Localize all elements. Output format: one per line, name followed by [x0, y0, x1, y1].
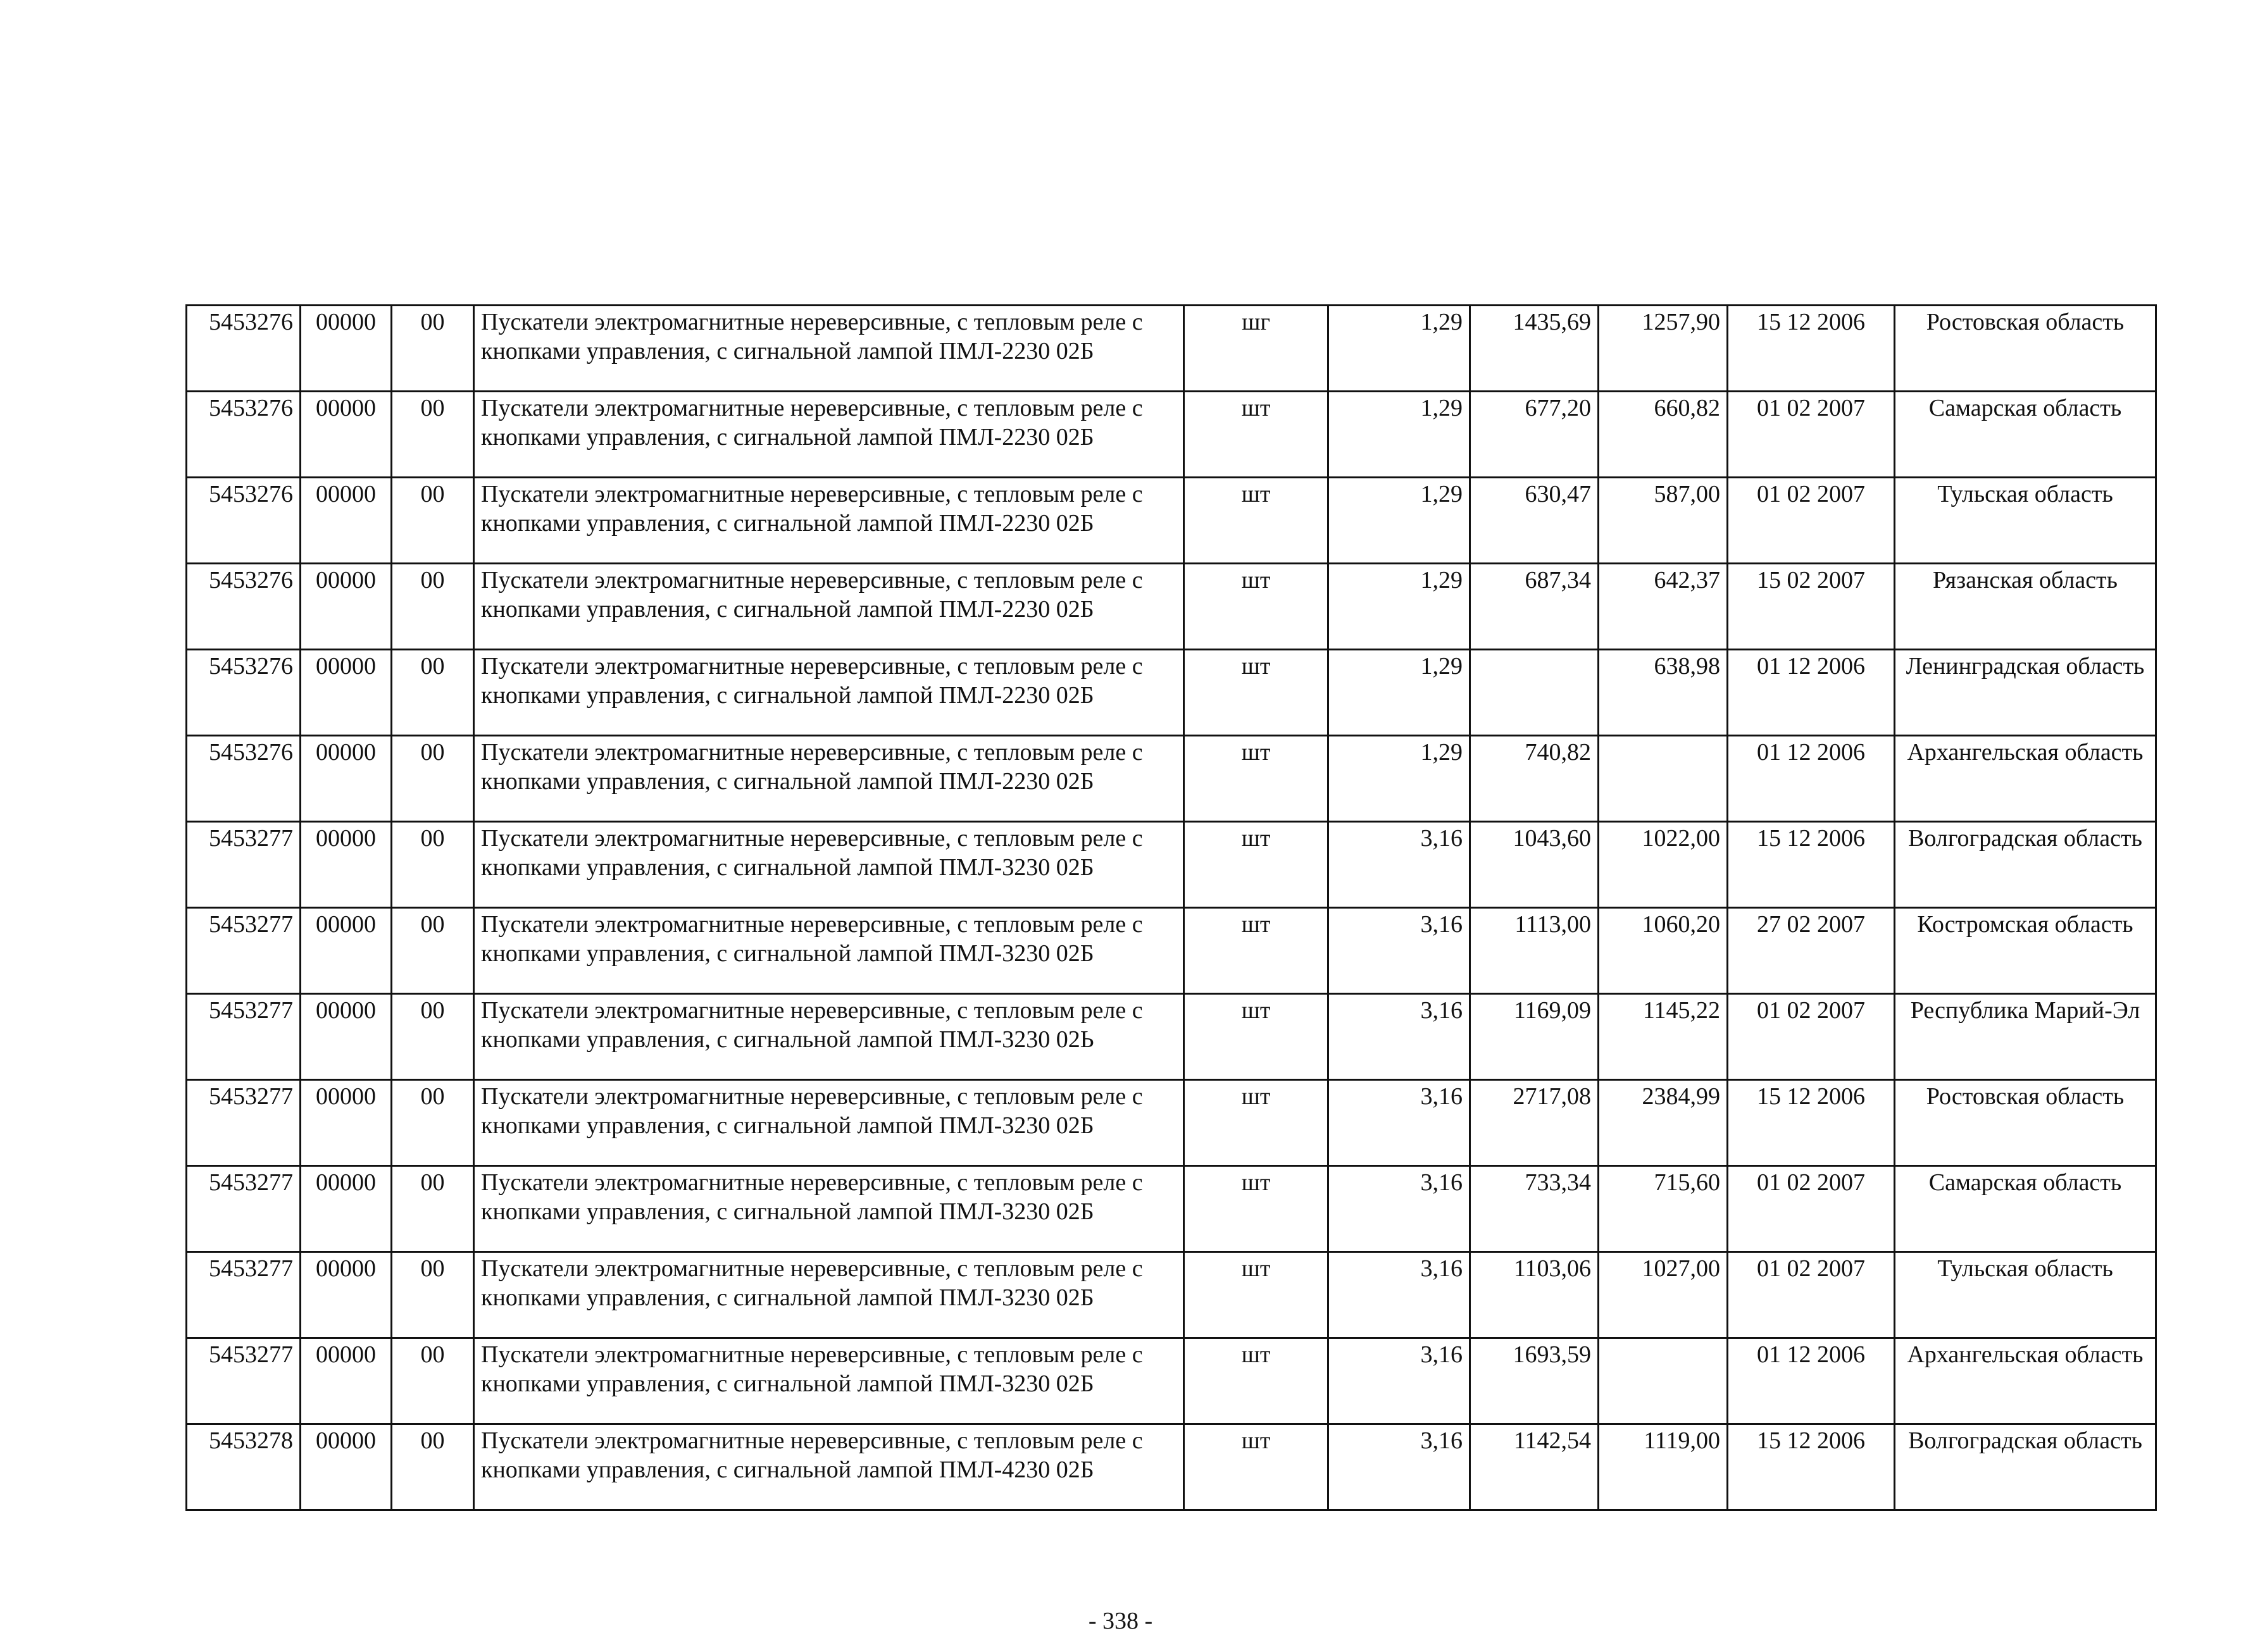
unit-cell: шт	[1184, 736, 1328, 822]
region-cell: Волгоградская область	[1895, 1424, 2156, 1510]
subcode-cell: 00000	[301, 306, 392, 392]
suffix-cell: 00	[392, 650, 474, 736]
table-row	[187, 822, 2156, 908]
code-cell: 5453277	[187, 1080, 301, 1166]
description-cell: Пускатели электромагнитные нереверсивные, с тепловым реле с кнопками управления, с сигнальной лампой ПМЛ-4230 02Б	[474, 1424, 1184, 1510]
description-cell: Пускатели электромагнитные нереверсивные, с тепловым реле с кнопками управления, с сигнальной лампой ПМЛ-3230 02Б	[474, 822, 1184, 908]
price-cell: 1043,60	[1470, 822, 1599, 908]
suffix-cell: 00	[392, 1424, 474, 1510]
coefficient-cell: 3,16	[1328, 1424, 1470, 1510]
suffix-cell: 00	[392, 392, 474, 478]
description-cell: Пускатели электромагнитные нереверсивные, с тепловым реле с кнопками управления, с сигнальной лампой ПМЛ-3230 02Б	[474, 908, 1184, 994]
unit-cell: шт	[1184, 994, 1328, 1080]
subcode-cell: 00000	[301, 736, 392, 822]
code-cell: 5453276	[187, 650, 301, 736]
coefficient-cell: 3,16	[1328, 1080, 1470, 1166]
table-row	[187, 392, 2156, 478]
unit-cell: шт	[1184, 1166, 1328, 1252]
subcode-cell: 00000	[301, 908, 392, 994]
description-cell: Пускатели электромагнитные нереверсивные, с тепловым реле с кнопками управления, с сигнальной лампой ПМЛ-2230 02Б	[474, 650, 1184, 736]
code-cell: 5453278	[187, 1424, 301, 1510]
subcode-cell: 00000	[301, 1252, 392, 1338]
price-alt-cell	[1599, 736, 1728, 822]
suffix-cell: 00	[392, 994, 474, 1080]
unit-cell: шг	[1184, 306, 1328, 392]
price-table	[185, 304, 2157, 1511]
code-cell: 5453276	[187, 392, 301, 478]
region-cell: Ростовская область	[1895, 306, 2156, 392]
region-cell: Самарская область	[1895, 392, 2156, 478]
price-alt-cell: 638,98	[1599, 650, 1728, 736]
price-cell: 687,34	[1470, 564, 1599, 650]
coefficient-cell: 1,29	[1328, 564, 1470, 650]
unit-cell: шт	[1184, 1424, 1328, 1510]
price-alt-cell: 642,37	[1599, 564, 1728, 650]
price-alt-cell: 2384,99	[1599, 1080, 1728, 1166]
table-row	[187, 908, 2156, 994]
unit-cell: шт	[1184, 564, 1328, 650]
subcode-cell: 00000	[301, 478, 392, 564]
region-cell: Архангельская область	[1895, 1338, 2156, 1424]
coefficient-cell: 3,16	[1328, 994, 1470, 1080]
date-cell: 15 12 2006	[1728, 1424, 1895, 1510]
price-alt-cell: 715,60	[1599, 1166, 1728, 1252]
date-cell: 01 02 2007	[1728, 392, 1895, 478]
table-body	[187, 306, 2156, 1510]
date-cell: 01 12 2006	[1728, 736, 1895, 822]
description-cell: Пускатели электромагнитные нереверсивные, с тепловым реле с кнопками управления, с сигнальной лампой ПМЛ-2230 02Б	[474, 564, 1184, 650]
coefficient-cell: 1,29	[1328, 736, 1470, 822]
coefficient-cell: 1,29	[1328, 392, 1470, 478]
unit-cell: шт	[1184, 1252, 1328, 1338]
unit-cell: шт	[1184, 908, 1328, 994]
suffix-cell: 00	[392, 736, 474, 822]
price-cell: 1169,09	[1470, 994, 1599, 1080]
price-cell: 733,34	[1470, 1166, 1599, 1252]
region-cell: Ленинградская область	[1895, 650, 2156, 736]
price-alt-cell: 587,00	[1599, 478, 1728, 564]
price-cell: 1142,54	[1470, 1424, 1599, 1510]
coefficient-cell: 3,16	[1328, 822, 1470, 908]
price-cell: 1113,00	[1470, 908, 1599, 994]
subcode-cell: 00000	[301, 650, 392, 736]
coefficient-cell: 3,16	[1328, 1166, 1470, 1252]
code-cell: 5453276	[187, 564, 301, 650]
description-cell: Пускатели электромагнитные нереверсивные, с тепловым реле с кнопками управления, с сигнальной лампой ПМЛ-3230 02Б	[474, 1338, 1184, 1424]
table-row	[187, 1166, 2156, 1252]
coefficient-cell: 3,16	[1328, 1338, 1470, 1424]
suffix-cell: 00	[392, 822, 474, 908]
price-alt-cell: 1027,00	[1599, 1252, 1728, 1338]
code-cell: 5453277	[187, 994, 301, 1080]
table-row	[187, 1338, 2156, 1424]
price-cell: 677,20	[1470, 392, 1599, 478]
date-cell: 15 12 2006	[1728, 306, 1895, 392]
code-cell: 5453276	[187, 306, 301, 392]
code-cell: 5453277	[187, 822, 301, 908]
price-cell: 1103,06	[1470, 1252, 1599, 1338]
coefficient-cell: 3,16	[1328, 1252, 1470, 1338]
description-cell: Пускатели электромагнитные нереверсивные, с тепловым реле с кнопками управления, с сигнальной лампой ПМЛ-2230 02Б	[474, 736, 1184, 822]
description-cell: Пускатели электромагнитные нереверсивные, с тепловым реле с кнопками управления, с сигнальной лампой ПМЛ-3230 02Б	[474, 1080, 1184, 1166]
price-cell: 740,82	[1470, 736, 1599, 822]
price-alt-cell	[1599, 1338, 1728, 1424]
table-row	[187, 306, 2156, 392]
unit-cell: шт	[1184, 1080, 1328, 1166]
suffix-cell: 00	[392, 1166, 474, 1252]
price-alt-cell: 1119,00	[1599, 1424, 1728, 1510]
suffix-cell: 00	[392, 1080, 474, 1166]
date-cell: 01 02 2007	[1728, 478, 1895, 564]
unit-cell: шт	[1184, 1338, 1328, 1424]
coefficient-cell: 3,16	[1328, 908, 1470, 994]
subcode-cell: 00000	[301, 822, 392, 908]
subcode-cell: 00000	[301, 994, 392, 1080]
subcode-cell: 00000	[301, 1080, 392, 1166]
description-cell: Пускатели электромагнитные нереверсивные, с тепловым реле с кнопками управления, с сигнальной лампой ПМЛ-2230 02Б	[474, 478, 1184, 564]
unit-cell: шт	[1184, 822, 1328, 908]
table-row	[187, 478, 2156, 564]
unit-cell: шт	[1184, 478, 1328, 564]
unit-cell: шт	[1184, 392, 1328, 478]
date-cell: 15 02 2007	[1728, 564, 1895, 650]
code-cell: 5453277	[187, 1338, 301, 1424]
table-row	[187, 1080, 2156, 1166]
subcode-cell: 00000	[301, 564, 392, 650]
description-cell: Пускатели электромагнитные нереверсивные, с тепловым реле с кнопками управления, с сигнальной лампой ПМЛ-2230 02Б	[474, 306, 1184, 392]
region-cell: Архангельская область	[1895, 736, 2156, 822]
date-cell: 01 02 2007	[1728, 1166, 1895, 1252]
table-row	[187, 564, 2156, 650]
price-alt-cell: 1022,00	[1599, 822, 1728, 908]
price-alt-cell: 660,82	[1599, 392, 1728, 478]
region-cell: Самарская область	[1895, 1166, 2156, 1252]
code-cell: 5453277	[187, 908, 301, 994]
price-alt-cell: 1145,22	[1599, 994, 1728, 1080]
date-cell: 01 02 2007	[1728, 994, 1895, 1080]
coefficient-cell: 1,29	[1328, 478, 1470, 564]
date-cell: 01 12 2006	[1728, 650, 1895, 736]
date-cell: 15 12 2006	[1728, 1080, 1895, 1166]
coefficient-cell: 1,29	[1328, 306, 1470, 392]
code-cell: 5453276	[187, 478, 301, 564]
price-cell: 1435,69	[1470, 306, 1599, 392]
code-cell: 5453277	[187, 1252, 301, 1338]
region-cell: Волгоградская область	[1895, 822, 2156, 908]
subcode-cell: 00000	[301, 1424, 392, 1510]
coefficient-cell: 1,29	[1328, 650, 1470, 736]
description-cell: Пускатели электромагнитные нереверсивные, с тепловым реле с кнопками управления, с сигнальной лампой ПМЛ-3230 02Б	[474, 1252, 1184, 1338]
code-cell: 5453276	[187, 736, 301, 822]
date-cell: 27 02 2007	[1728, 908, 1895, 994]
description-cell: Пускатели электромагнитные нереверсивные, с тепловым реле с кнопками управления, с сигнальной лампой ПМЛ-2230 02Б	[474, 392, 1184, 478]
table-row	[187, 1252, 2156, 1338]
region-cell: Республика Марий-Эл	[1895, 994, 2156, 1080]
suffix-cell: 00	[392, 908, 474, 994]
table-row	[187, 650, 2156, 736]
date-cell: 01 02 2007	[1728, 1252, 1895, 1338]
suffix-cell: 00	[392, 306, 474, 392]
suffix-cell: 00	[392, 564, 474, 650]
price-alt-cell: 1257,90	[1599, 306, 1728, 392]
region-cell: Рязанская область	[1895, 564, 2156, 650]
suffix-cell: 00	[392, 478, 474, 564]
region-cell: Ростовская область	[1895, 1080, 2156, 1166]
page-number: - 338 -	[1088, 1608, 1153, 1634]
suffix-cell: 00	[392, 1338, 474, 1424]
region-cell: Костромская область	[1895, 908, 2156, 994]
region-cell: Тульская область	[1895, 1252, 2156, 1338]
price-cell: 1693,59	[1470, 1338, 1599, 1424]
subcode-cell: 00000	[301, 392, 392, 478]
unit-cell: шт	[1184, 650, 1328, 736]
price-cell: 630,47	[1470, 478, 1599, 564]
subcode-cell: 00000	[301, 1338, 392, 1424]
region-cell: Тульская область	[1895, 478, 2156, 564]
subcode-cell: 00000	[301, 1166, 392, 1252]
date-cell: 01 12 2006	[1728, 1338, 1895, 1424]
date-cell: 15 12 2006	[1728, 822, 1895, 908]
code-cell: 5453277	[187, 1166, 301, 1252]
table-row	[187, 994, 2156, 1080]
price-cell	[1470, 650, 1599, 736]
price-cell: 2717,08	[1470, 1080, 1599, 1166]
price-alt-cell: 1060,20	[1599, 908, 1728, 994]
description-cell: Пускатели электромагнитные нереверсивные, с тепловым реле с кнопками управления, с сигнальной лампой ПМЛ-3230 02Ь	[474, 994, 1184, 1080]
suffix-cell: 00	[392, 1252, 474, 1338]
table-row	[187, 736, 2156, 822]
description-cell: Пускатели электромагнитные нереверсивные, с тепловым реле с кнопками управления, с сигнальной лампой ПМЛ-3230 02Б	[474, 1166, 1184, 1252]
table-row	[187, 1424, 2156, 1510]
